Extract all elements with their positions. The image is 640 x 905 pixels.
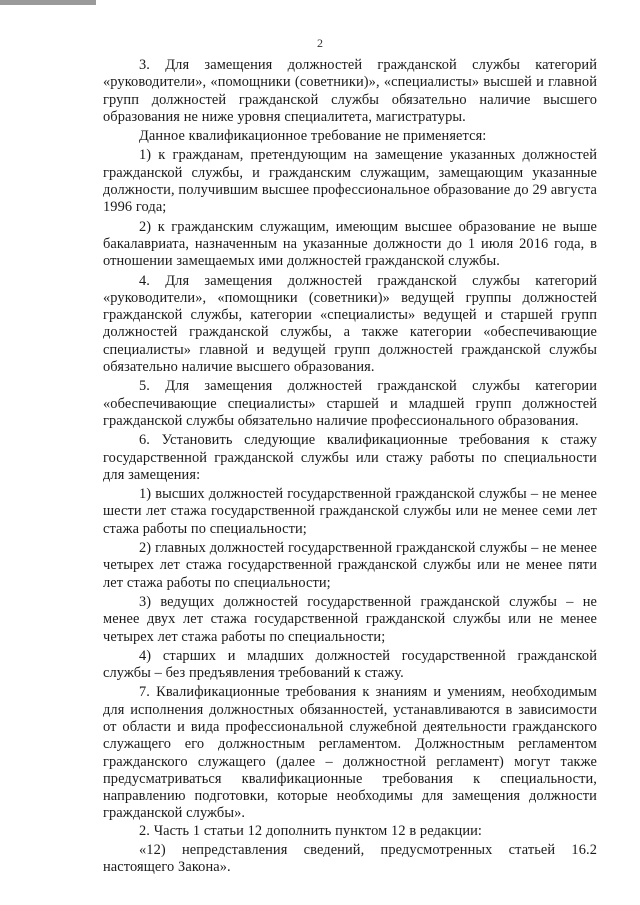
paragraph-exception-intro: Данное квалификационное требование не применяется: [139, 128, 487, 145]
scan-edge-mark [0, 0, 96, 5]
paragraph-amendment-point-12: «12) непредставления сведений, предусмотренных статьей 16.2 настоящего Закона». [103, 842, 597, 876]
paragraph-item-6: 6. Установить следующие квалификационные требования к стажу государственной гражданской службы или стажу работы по специальности для замещения: [103, 432, 597, 483]
paragraph-item-5: 5. Для замещения должностей гражданской службы категории «обеспечивающие специалисты» старшей и младшей групп должностей гражданской службы обязательно наличие профессионального образования. [103, 378, 597, 429]
paragraph-stage-2: 2) главных должностей государственной гражданской службы – не менее четырех лет стажа государственной гражданской службы или не менее пяти лет стажа работы по специальности; [103, 540, 597, 591]
paragraph-amendment-part-1: 2. Часть 1 статьи 12 дополнить пунктом 12 в редакции: [139, 822, 483, 839]
paragraph-stage-4: 4) старших и младших должностей государственной гражданской службы – без предъявления требований к стажу. [103, 647, 597, 682]
paragraph-stage-3: 3) ведущих должностей государственной гражданской службы – не менее двух лет стажа государственной гражданской службы или не менее четырех лет стажа работы по специальности; [103, 593, 597, 645]
paragraph-exception-2: 2) к гражданским служащим, имеющим высшее образование не выше бакалавриата, назначенным на указанные должности до 1 июля 2016 года, в отношении замещаемых ими должностей гражданской службы. [103, 218, 597, 270]
paragraph-item-7: 7. Квалификационные требования к знаниям и умениям, необходимым для исполнения должностных обязанностей, устанавливаются в зависимости от области и вида профессиональной служебной деятельности гражданского служащего его должностным регламентом. Должностным регламентом гражданского служащего (далее – должностной регламент) могут также предусматриваться квалификационные требования к специальности, направлению подготовки, которые необходимы для замещения должности гражданской службы». [103, 684, 597, 822]
paragraph-stage-1: 1) высших должностей государственной гражданской службы – не менее шести лет стажа государственной гражданской службы или не менее семи лет стажа работы по специальности; [103, 486, 597, 537]
document-body [103, 57, 597, 877]
paragraph-item-4: 4. Для замещения должностей гражданской службы категорий «руководители», «помощники (советники)» ведущей группы должностей гражданской службы, категории «специалисты» ведущей и старшей групп должностей гражданской службы, а также категории «обеспечивающие специалисты» главной и ведущей групп должностей гражданской службы обязательно наличие высшего образования. [103, 272, 597, 376]
paragraph-exception-1: 1) к гражданам, претендующим на замещение указанных должностей гражданской службы, и гражданским служащим, замещающим указанные должности, получившим высшее профессиональное образование до 29 августа 1996 года; [103, 147, 597, 216]
paragraph-item-3: 3. Для замещения должностей гражданской службы категорий «руководители», «помощники (советники)», «специалисты» высшей и главной групп должностей гражданской службы обязательно наличие высшего образования не ниже уровня специалитета, магистратуры. [103, 57, 597, 125]
page-number: 2 [317, 36, 323, 50]
